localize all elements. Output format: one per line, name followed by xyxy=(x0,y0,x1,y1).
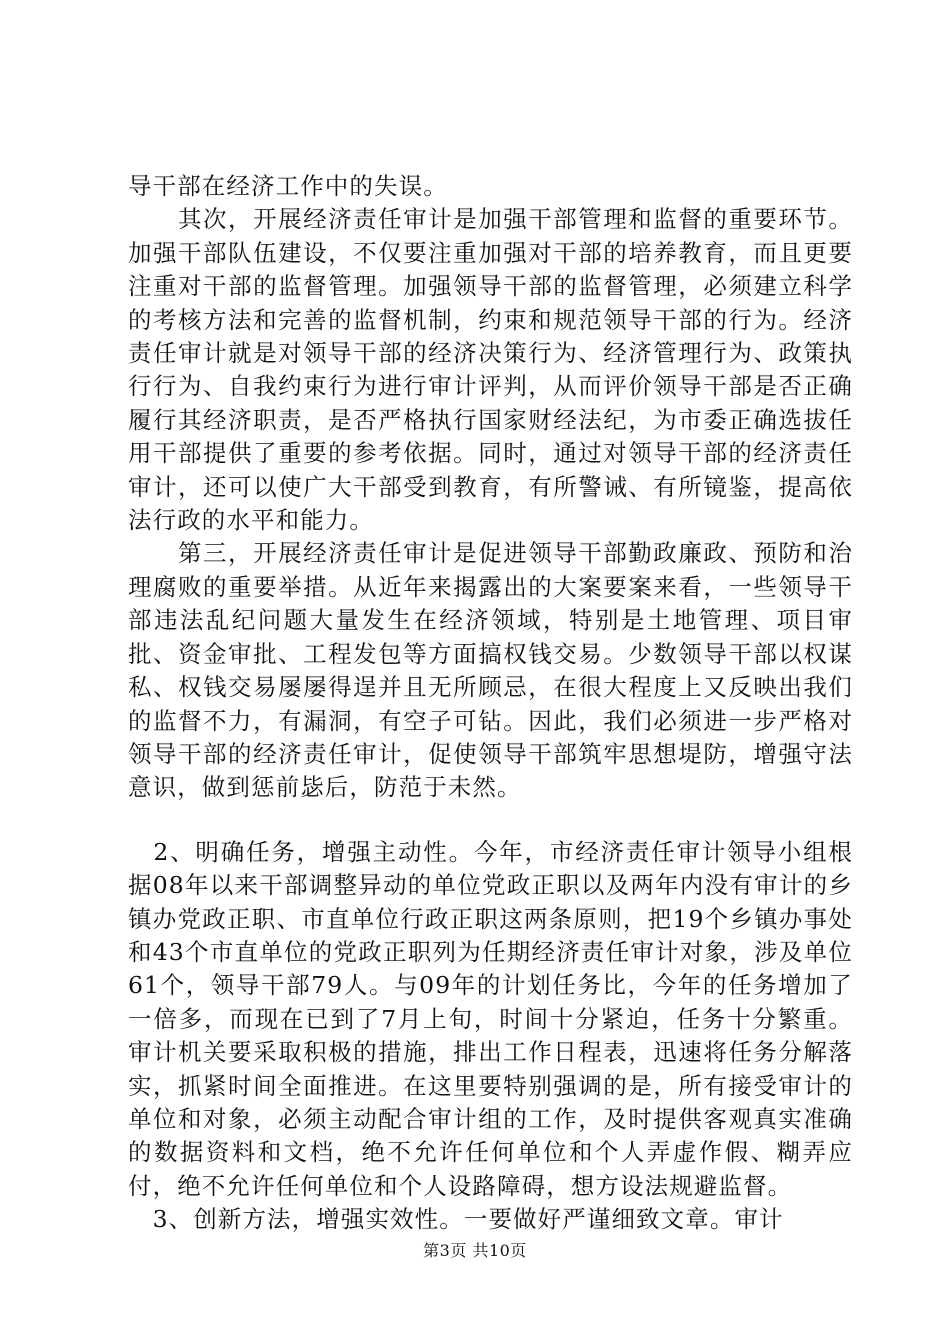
paragraph-5: 3、创新方法，增强实效性。一要做好严谨细致文章。审计 xyxy=(128,1205,784,1234)
page-footer: 第3页 共10页 xyxy=(423,1241,527,1260)
document-body xyxy=(128,170,853,1237)
paragraph-3: 第三，开展经济责任审计是促进领导干部勤政廉政、预防和治理腐败的重要举措。从近年来揭露出的大案要案来看，一些领导干部违法乱纪问题大量发生在经济领域，特别是土地管理、项目审批、资金审批、工程发包等方面搞权钱交易。少数领导干部以权谋私、权钱交易屡屡得逞并且无所顾忌，在很大程度上又反映出我们的监督不力，有漏洞，有空子可钻。因此，我们必须进一步严格对领导干部的经济责任审计，促使领导干部筑牢思想堤防，增强守法意识，做到惩前毖后，防范于未然。 xyxy=(128,539,853,802)
paragraph-1: 导干部在经济工作中的失误。 xyxy=(128,172,448,200)
paragraph-2: 其次，开展经济责任审计是加强干部管理和监督的重要环节。加强干部队伍建设，不仅要注重加强对干部的培养教育，而且更要注重对干部的监督管理。加强领导干部的监督管理，必须建立科学的考核方法和完善的监督机制，约束和规范领导干部的行为。经济责任审计就是对领导干部的经济决策行为、经济管理行为、政策执行行为、自我约束行为进行审计评判，从而评价领导干部是否正确履行其经济职责，是否严格执行国家财经法纪，为市委正确选拔任用干部提供了重要的参考依据。同时，通过对领导干部的经济责任审计，还可以使广大干部受到教育，有所警诫、有所镜鉴，提高依法行政的水平和能力。 xyxy=(128,205,853,535)
paragraph-4: 2、明确任务，增强主动性。今年，市经济责任审计领导小组根据08年以来干部调整异动的单位党政正职以及两年内没有审计的乡镇办党政正职、市直单位行政正职这两条原则，把19个乡镇办事处和43个市直单位的党政正职列为任期经济责任审计对象，涉及单位61个，领导干部79人。与09年的计划任务比，今年的任务增加了一倍多，而现在已到了7月上旬，时间十分紧迫，任务十分繁重。审计机关要采取积极的措施，排出工作日程表，迅速将任务分解落实，抓紧时间全面推进。在这里要特别强调的是，所有接受审计的单位和对象，必须主动配合审计组的工作，及时提供客观真实准确的数据资料和文档，绝不允许任何单位和个人弄虚作假、糊弄应付，绝不允许任何单位和个人设路障碍，想方设法规避监督。 xyxy=(128,837,853,1200)
